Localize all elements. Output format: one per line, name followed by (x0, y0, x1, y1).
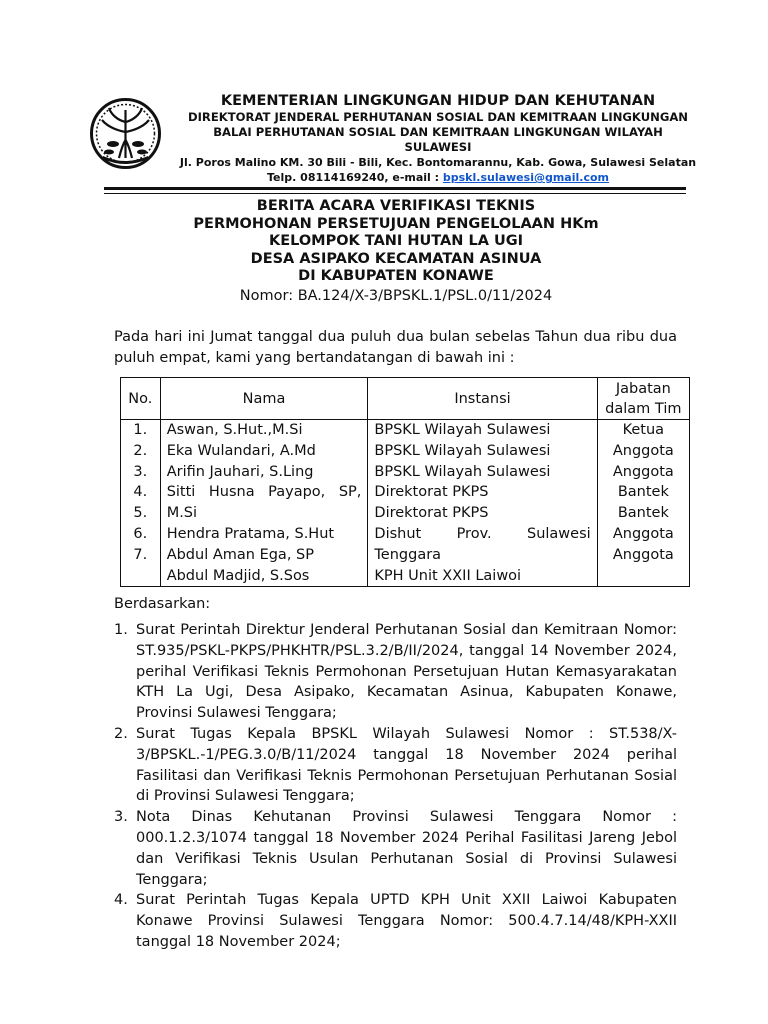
row-number: 1. (133, 422, 148, 438)
column-nama (160, 420, 368, 587)
title-line-2: PERMOHONAN PERSETUJUAN PENGELOLAAN HKm (193, 215, 599, 232)
member-name-continued: M.Si (166, 505, 198, 522)
member-institution: Direktorat PKPS (374, 484, 489, 501)
member-role: Anggota (612, 442, 674, 459)
list-item (114, 620, 677, 724)
ministry-name: KEMENTERIAN LINGKUNGAN HIDUP DAN KEHUTANAN (220, 93, 656, 109)
header-nama: Nama (160, 378, 368, 420)
team-members-table (120, 377, 690, 587)
member-name: Sitti Husna Payapo, SP, (166, 484, 362, 501)
office-contact (160, 170, 716, 185)
letterhead (160, 92, 716, 185)
row-number: 6. (133, 525, 148, 542)
letterhead-divider-thick (104, 187, 686, 190)
member-role: Anggota (612, 546, 674, 563)
based-on-heading: Berdasarkan: (114, 596, 211, 612)
member-role: Bantek (617, 505, 669, 522)
member-institution-continued: Tenggara (374, 546, 442, 563)
ministry-emblem (89, 96, 162, 171)
header-no: No. (121, 378, 161, 420)
list-item-text: Nota Dinas Kehutanan Provinsi Sulawesi Tenggara Nomor : 000.1.2.3/1074 tanggal 18 November 2024 Perihal Fasilitasi Jareng Jebol dan Verifikasi Teknis Usulan Perhutanan Sosial di Provinsi Sulawesi Tenggara; (136, 809, 677, 888)
member-name: Abdul Madjid, S.Sos (166, 567, 310, 584)
list-item-number: 3. (114, 809, 128, 826)
list-item (114, 724, 677, 807)
title-line-5: DI KABUPATEN KONAWE (298, 268, 494, 285)
list-item (114, 807, 677, 890)
column-instansi (368, 420, 597, 587)
header-jabatan-line2: dalam Tim (605, 400, 682, 417)
member-name: Arifin Jauhari, S.Ling (166, 463, 314, 480)
title-line-1: BERITA ACARA VERIFIKASI TEKNIS (256, 198, 536, 214)
row-number: 4. (133, 484, 148, 501)
member-institution: KPH Unit XXII Laiwoi (374, 567, 522, 584)
document-title (114, 198, 678, 306)
list-item-number: 2. (114, 725, 128, 742)
member-name: Abdul Aman Ega, SP (166, 546, 314, 563)
member-name: Eka Wulandari, A.Md (166, 442, 316, 459)
document-number: Nomor: BA.124/X-3/BPSKL.1/PSL.0/11/2024 (239, 287, 553, 304)
member-role: Anggota (612, 463, 674, 480)
column-no (121, 420, 161, 587)
basis-list (114, 620, 677, 953)
letterhead-divider-thin (104, 193, 686, 194)
directorate-name: DIREKTORAT JENDERAL PERHUTANAN SOSIAL DAN KEMITRAAN LINGKUNGAN (187, 110, 689, 124)
list-item-text: Surat Perintah Direktur Jenderal Perhutanan Sosial dan Kemitraan Nomor: ST.935/PSKL-PKPS/PHKHTR/PSL.3.2/B/II/2024, tanggal 14 November 2024, perihal Verifikasi Teknis Permohonan Persetujuan Hutan Kemasyarakatan KTH La Ugi, Desa Asipako, Kecamatan Asinua, Kabupaten Konawe, Provinsi Sulawesi Tenggara; (136, 622, 677, 722)
header-jabatan-line1: Jabatan (615, 380, 671, 397)
member-role: Bantek (617, 484, 669, 501)
member-role: Anggota (612, 525, 674, 542)
member-role: Ketua (622, 422, 665, 438)
header-jabatan (597, 378, 689, 420)
list-item-number: 4. (114, 892, 128, 909)
member-institution: BPSKL Wilayah Sulawesi (374, 463, 551, 480)
member-institution: BPSKL Wilayah Sulawesi (374, 422, 551, 438)
title-line-3: KELOMPOK TANI HUTAN LA UGI (268, 233, 524, 250)
table-header-row (121, 378, 690, 420)
list-item-number: 1. (114, 622, 128, 638)
member-name: Aswan, S.Hut.,M.Si (166, 422, 303, 438)
office-phone: Telp. 08114169240, e-mail : (267, 171, 443, 184)
row-number: 3. (133, 463, 148, 480)
row-number: 5. (133, 505, 148, 522)
office-address: Jl. Poros Malino KM. 30 Bili - Bili, Kec. Bontomarannu, Kab. Gowa, Sulawesi Selatan (179, 156, 697, 169)
member-institution: Dishut Prov. Sulawesi (374, 525, 591, 542)
list-item (114, 890, 677, 952)
list-item-text: Surat Perintah Tugas Kepala UPTD KPH Unit XXII Laiwoi Kabupaten Konawe Provinsi Sulawesi Tenggara Nomor: 500.4.7.14/48/KPH-XXII tanggal 18 November 2024; (136, 892, 677, 950)
member-name: Hendra Pratama, S.Hut (166, 525, 335, 542)
header-instansi: Instansi (368, 378, 597, 420)
office-name-line2: SULAWESI (404, 140, 472, 154)
table-body-row (121, 420, 690, 587)
office-name-line1: BALAI PERHUTANAN SOSIAL DAN KEMITRAAN LINGKUNGAN WILAYAH (213, 125, 663, 139)
list-item-text: Surat Tugas Kepala BPSKL Wilayah Sulawesi Nomor : ST.538/X-3/BPSKL.-1/PEG.3.0/B/11/2024 tanggal 18 November 2024 perihal Fasilitasi dan Verifikasi Teknis Permohonan Persetujuan Perhutanan Sosial di Provinsi Sulawesi Tenggara; (136, 725, 677, 805)
title-line-4: DESA ASIPAKO KECAMATAN ASINUA (250, 250, 542, 267)
row-number: 2. (133, 442, 148, 459)
column-jabatan (597, 420, 689, 587)
member-institution: BPSKL Wilayah Sulawesi (374, 442, 551, 459)
member-institution: Direktorat PKPS (374, 505, 489, 522)
row-number: 7. (133, 546, 148, 563)
email-link[interactable]: bpskl.sulawesi@gmail.com (442, 171, 609, 184)
intro-paragraph: Pada hari ini Jumat tanggal dua puluh dua bulan sebelas Tahun dua ribu dua puluh empat, kami yang bertandatangan di bawah ini : (114, 329, 677, 366)
